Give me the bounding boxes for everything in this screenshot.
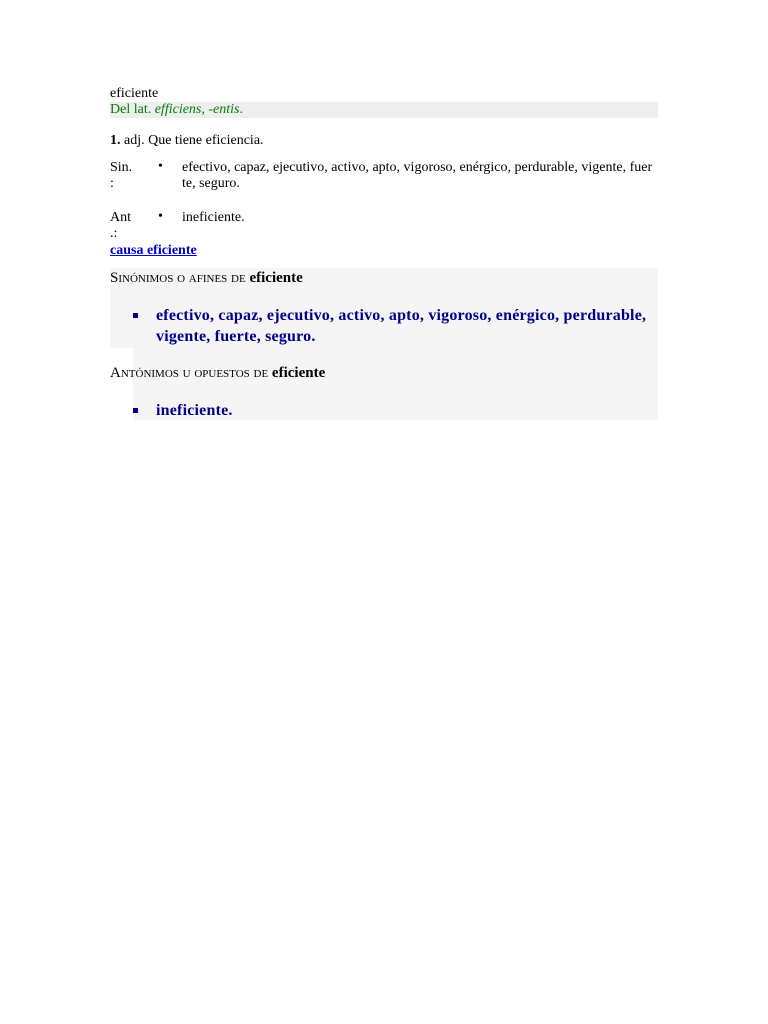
antonyms-list: ineficiente. [182,210,245,225]
headword: eficiente [110,86,159,101]
square-bullet-icon [133,408,138,413]
causa-eficiente-link[interactable]: causa eficiente [110,243,197,258]
synonyms-bullet-icon: • [158,159,163,174]
synonyms-label: Sin. : [110,160,133,191]
synonyms-heading-word: eficiente [249,270,303,286]
antonyms-heading [110,364,325,382]
synonyms-heading [110,269,303,287]
antonyms-heading-word: eficiente [271,365,326,381]
definition-line [110,132,264,150]
antonyms-items: ineficiente. [156,402,233,419]
etymology-line [110,102,658,118]
definition-text: adj. Que tiene eficiencia. [120,133,264,148]
etymology-suffix: . [239,102,243,117]
antonyms-heading-text: Antónimos u opuestos de [110,365,272,381]
synonyms-list: efectivo, capaz, ejecutivo, activo, apto, vigoroso, enérgico, perdurable, vigente, fuerte, seguro. [182,160,653,191]
etymology-latin: efficiens, -entis [154,102,240,117]
synonyms-heading-text: Sinónimos o afines de [110,270,250,286]
definition-number: 1. [110,133,121,148]
antonyms-label: Ant .: [110,210,131,241]
antonyms-bullet-icon: • [158,209,163,224]
etymology-prefix: Del lat. [110,102,155,117]
square-bullet-icon [133,313,138,318]
synonyms-items: efectivo, capaz, ejecutivo, activo, apto, vigoroso, enérgico, perdurable, vigente, fuerte, seguro. [156,307,647,345]
